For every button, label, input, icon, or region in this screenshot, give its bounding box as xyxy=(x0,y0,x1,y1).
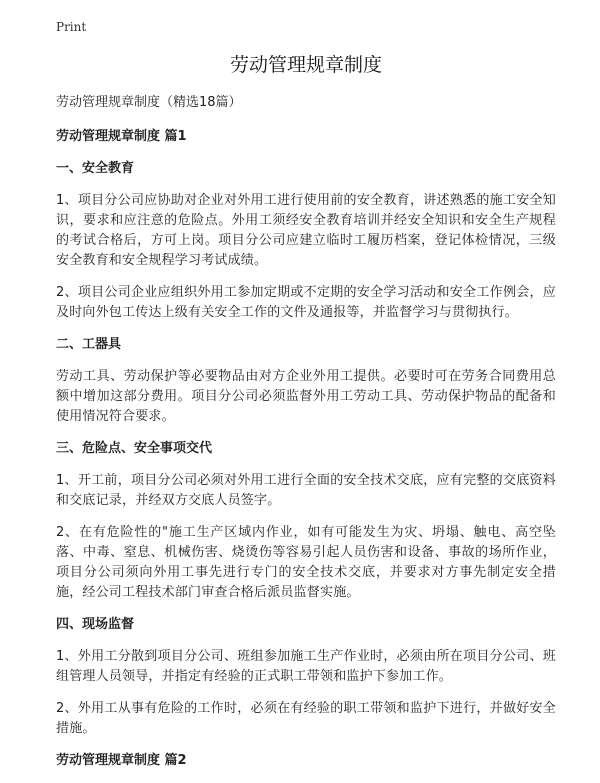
section-heading-safety-education: 一、安全教育 xyxy=(56,161,135,176)
part-1-heading: 劳动管理规章制度 篇1 xyxy=(56,129,187,144)
paragraph: 1、外用工分散到项目分公司、班组参加施工生产作业时，必须由所在项目分公司、班组管理人员领导，并指定有经验的正式职工带领和监护下参加工作。 xyxy=(56,649,556,684)
section-heading-tools: 二、工器具 xyxy=(56,337,122,352)
paragraph: 2、项目公司企业应组织外用工参加定期或不定期的安全学习活动和安全工作例会，应及时向外包工传达上级有关安全工作的文件及通报等，并监督学习与贯彻执行。 xyxy=(56,285,556,320)
section-heading-hazard-briefing: 三、危险点、安全事项交代 xyxy=(56,441,213,456)
paragraph: 2、在有危险性的"施工生产区域内作业，如有可能发生为灾、坍塌、触电、高空坠落、中毒、窒息、机械伤害、烧烫伤等容易引起人员伤害和设备、事故的场所作业，项目分公司须向外用工事先进行专门的安全技术交底，并要求对方事先制定安全措施，经公司工程技术部门审查合格后派员监督实施。 xyxy=(56,525,556,600)
paragraph: 1、开工前，项目分公司必须对外用工进行全面的安全技术交底，应有完整的交底资料和交底记录，并经双方交底人员签字。 xyxy=(56,473,556,508)
paragraph: 劳动工具、劳动保护等必要物品由对方企业外用工提供。必要时可在劳务合同费用总额中增加这部分费用。项目分公司必须监督外用工劳动工具、劳动保护物品的配备和使用情况符合要求。 xyxy=(56,369,556,424)
document-body xyxy=(56,50,556,783)
part-2-heading: 劳动管理规章制度 篇2 xyxy=(56,753,187,768)
document-title: 劳动管理规章制度 xyxy=(229,54,382,76)
document-subtitle: 劳动管理规章制度（精选18篇） xyxy=(56,95,242,110)
paragraph: 2、外用工从事有危险的工作时，必须在有经验的职工带领和监护下进行，并做好安全措施。 xyxy=(56,701,556,736)
print-link[interactable]: Print xyxy=(56,20,87,34)
section-heading-site-supervision: 四、现场监督 xyxy=(56,617,135,632)
paragraph: 1、项目分公司应协助对企业对外用工进行使用前的安全教育，讲述熟悉的施工安全知识，要求和应注意的危险点。外用工须经安全教育培训并经安全知识和安全生产规程的考试合格后，方可上岗。项目分公司应建立临时工履历档案，登记体检情况，三级安全教育和安全规程学习考试成绩。 xyxy=(56,193,556,268)
